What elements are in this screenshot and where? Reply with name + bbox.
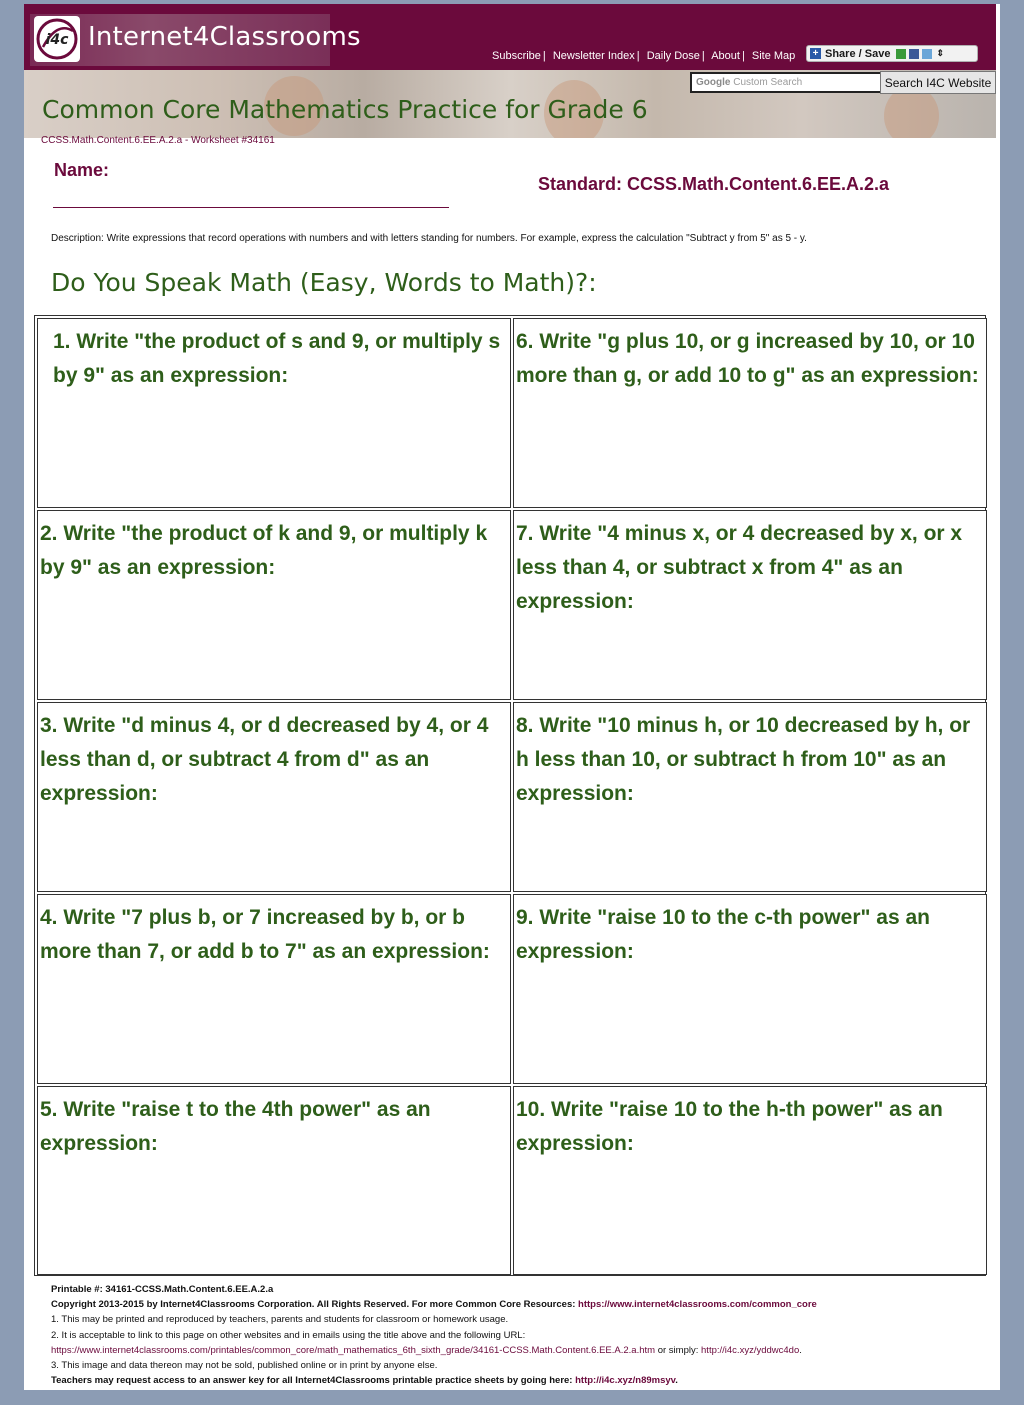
question-cell xyxy=(37,510,511,700)
question-cell xyxy=(513,318,987,508)
banner-photo xyxy=(24,70,996,138)
footer-period: . xyxy=(675,1375,678,1387)
nav-newsletter-index[interactable]: Newsletter Index xyxy=(552,50,635,62)
printable-url-link[interactable]: https://www.internet4classrooms.com/printables/common_core/math_mathematics_6th_sixth_grade/34161-CCSS.Math.Content.6.EE.A.2.a.htm xyxy=(51,1344,656,1356)
footer-or-simply: or simply: xyxy=(655,1344,702,1356)
footer xyxy=(51,1282,981,1388)
share-green-icon xyxy=(896,49,906,59)
nav-about[interactable]: About xyxy=(711,50,740,62)
common-core-link[interactable]: https://www.internet4classrooms.com/common_core xyxy=(578,1299,817,1311)
footer-note-3: 3. This image and data thereon may not be sold, published online or in print by anyone else. xyxy=(51,1360,438,1372)
i4c-logo-icon xyxy=(34,16,80,62)
question-text: 1. Write "the product of s and 9, or multiply s by 9" as an expression: xyxy=(53,330,501,387)
footer-note-1: 1. This may be printed and reproduced by teachers, parents and students for classroom or homework usage. xyxy=(51,1314,509,1326)
question-text: 5. Write "raise t to the 4th power" as an expression: xyxy=(40,1098,431,1155)
google-logo-icon: Google xyxy=(696,77,731,88)
description: Description: Write expressions that record operations with numbers and with letters standing for numbers. For example, express the calculation "Subtract y from 5" as 5 - y. xyxy=(51,233,807,244)
question-text: 10. Write "raise 10 to the h-th power" as an expression: xyxy=(516,1098,943,1155)
answer-key-link[interactable]: http://i4c.xyz/n89msyv xyxy=(575,1375,676,1387)
dropdown-arrows-icon: ⇕ xyxy=(936,48,944,58)
question-text: 8. Write "10 minus h, or 10 decreased by h, or h less than 10, or subtract h from 10" as an expression: xyxy=(516,714,971,805)
worksheet-reference: CCSS.Math.Content.6.EE.A.2.a - Worksheet #34161 xyxy=(41,135,275,146)
footer-note-2: 2. It is acceptable to link to this page on other websites and in emails using the title above and the following URL: xyxy=(51,1329,526,1341)
question-cell xyxy=(513,702,987,892)
logo-text: Internet4Classrooms xyxy=(88,22,361,52)
printable-number: Printable #: 34161-CCSS.Math.Content.6.EE.A.2.a xyxy=(51,1284,274,1295)
nav-daily-dose[interactable]: Daily Dose xyxy=(646,50,700,62)
page xyxy=(24,4,1000,1390)
question-text: 2. Write "the product of k and 9, or multiply k by 9" as an expression: xyxy=(40,522,488,579)
nav-separator: | xyxy=(636,50,640,62)
question-cell xyxy=(37,1086,511,1275)
question-text: 3. Write "d minus 4, or d decreased by 4, or 4 less than d, or subtract 4 from d" as an expression: xyxy=(40,714,489,805)
nav-site-map[interactable]: Site Map xyxy=(751,50,796,62)
nav-separator: | xyxy=(741,50,745,62)
question-text: 7. Write "4 minus x, or 4 decreased by x, or x less than 4, or subtract x from 4" as an expression: xyxy=(516,522,963,613)
name-line xyxy=(53,207,449,208)
copyright-text: Copyright 2013-2015 by Internet4Classrooms Corporation. All Rights Reserved. For more Common Core Resources: xyxy=(51,1299,579,1311)
search-website-button[interactable]: Search I4C Website xyxy=(880,71,996,94)
nav-separator: | xyxy=(701,50,705,62)
question-grid xyxy=(34,315,986,1276)
short-url-link[interactable]: http://i4c.xyz/yddwc4do xyxy=(701,1344,800,1356)
top-navigation xyxy=(492,50,795,62)
section-title: Do You Speak Math (Easy, Words to Math)?: xyxy=(51,268,597,297)
facebook-icon xyxy=(909,49,919,59)
question-cell xyxy=(513,1086,987,1275)
question-cell xyxy=(37,894,511,1084)
logo-badge-text: i4c xyxy=(45,32,69,48)
site-header xyxy=(24,4,996,70)
name-label: Name: xyxy=(54,160,110,180)
custom-search-input[interactable] xyxy=(690,72,882,93)
page-title: Common Core Mathematics Practice for Grade 6 xyxy=(42,95,648,124)
share-plus-icon: + xyxy=(810,48,821,59)
footer-period: . xyxy=(799,1344,802,1356)
share-save-button[interactable] xyxy=(806,45,978,62)
question-text: 9. Write "raise 10 to the c-th power" as an expression: xyxy=(516,906,930,963)
question-text: 6. Write "g plus 10, or g increased by 10, or 10 more than g, or add 10 to g" as an expression: xyxy=(516,330,979,387)
answer-key-text: Teachers may request access to an answer key for all Internet4Classrooms printable practice sheets by going here: xyxy=(51,1375,576,1387)
question-cell xyxy=(513,894,987,1084)
nav-separator: | xyxy=(542,50,546,62)
site-logo[interactable] xyxy=(30,14,361,66)
nav-subscribe[interactable]: Subscribe xyxy=(492,50,541,62)
question-cell xyxy=(513,510,987,700)
share-label: Share / Save xyxy=(825,47,891,60)
question-cell xyxy=(37,318,511,508)
twitter-icon xyxy=(922,49,932,59)
search-placeholder: Custom Search xyxy=(733,77,803,88)
standard-label: Standard: CCSS.Math.Content.6.EE.A.2.a xyxy=(538,174,890,194)
question-cell xyxy=(37,702,511,892)
question-text: 4. Write "7 plus b, or 7 increased by b, or b more than 7, or add b to 7" as an expression: xyxy=(40,906,490,963)
